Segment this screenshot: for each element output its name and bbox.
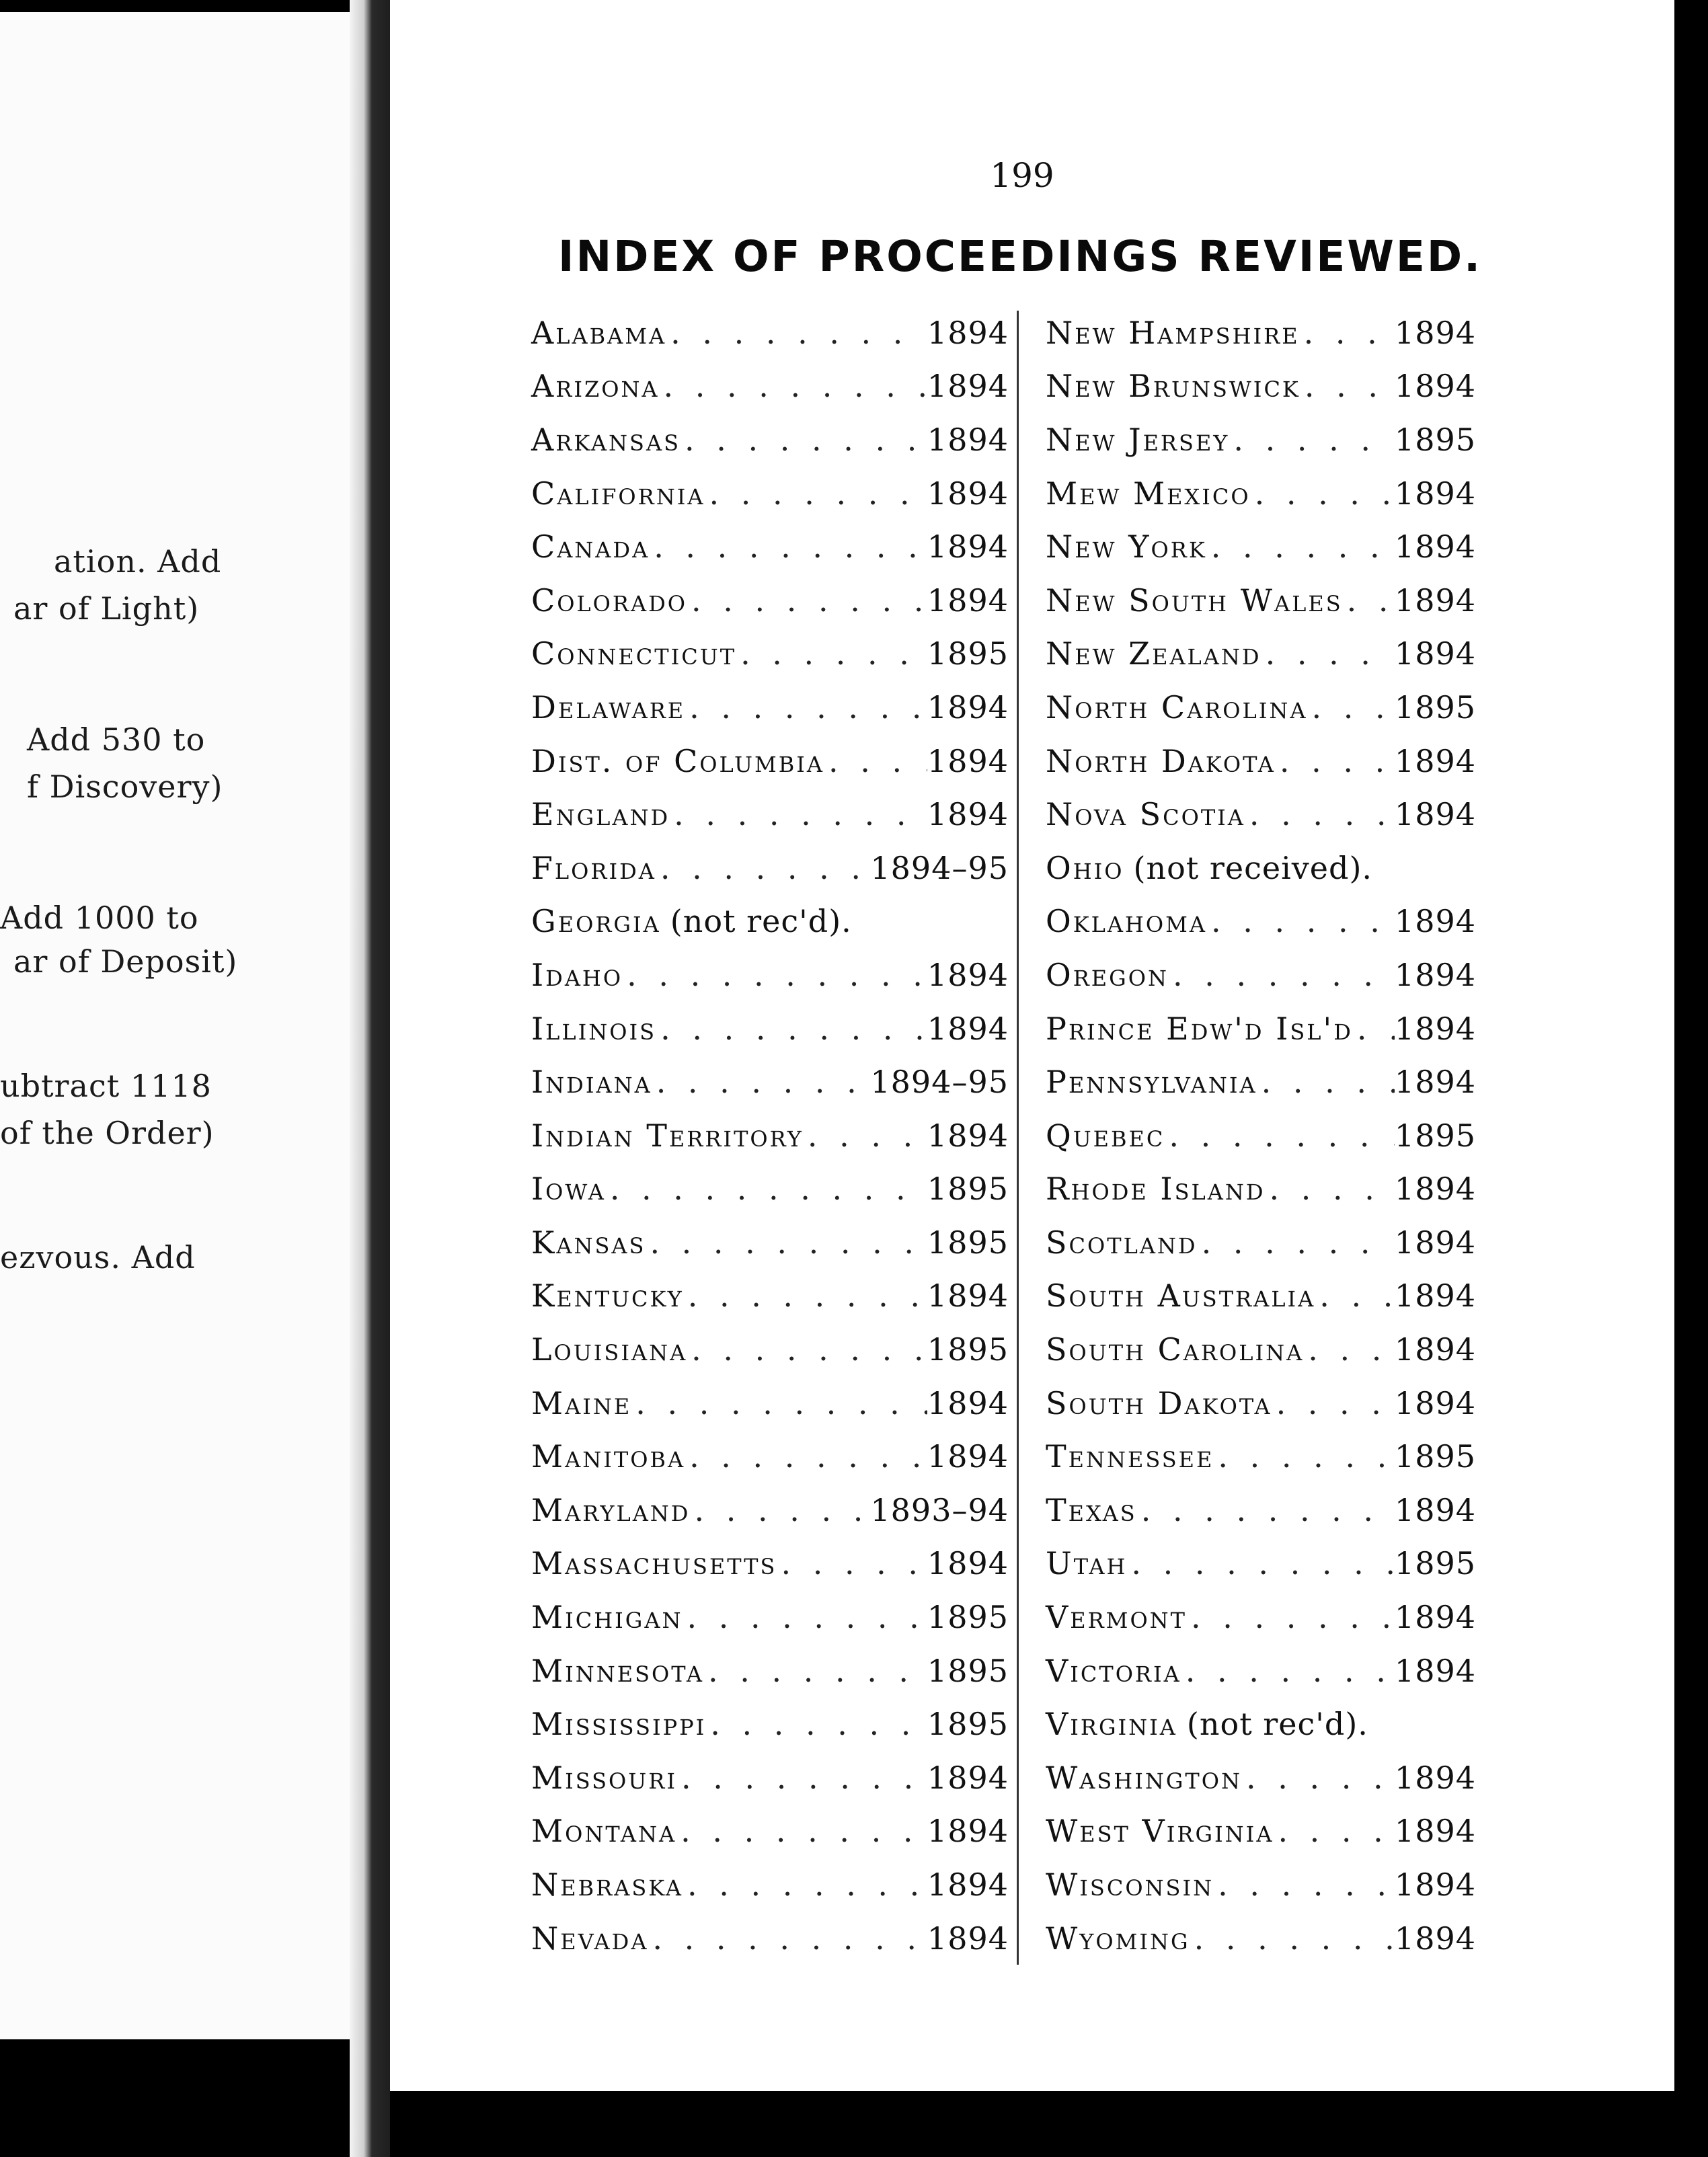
- proceedings-year: 1894: [927, 1384, 1009, 1421]
- proceedings-year: 1894: [927, 475, 1009, 512]
- jurisdiction-name: Dist. of Columbia: [531, 742, 825, 779]
- index-entry: [1046, 1109, 1476, 1163]
- index-entry: [531, 1216, 1009, 1269]
- jurisdiction-name: Kentucky: [531, 1278, 684, 1315]
- proceedings-year: 1895: [927, 1171, 1009, 1208]
- index-entry: [531, 1751, 1009, 1805]
- jurisdiction-name: Indiana: [531, 1064, 652, 1101]
- index-entry: [1046, 1055, 1476, 1109]
- jurisdiction-name: Rhode Island: [1046, 1171, 1266, 1208]
- jurisdiction-name: Missouri: [531, 1759, 677, 1796]
- jurisdiction-name: Arkansas: [531, 421, 681, 458]
- dot-leader: [1207, 528, 1395, 565]
- index-entry: [1046, 1590, 1476, 1644]
- dot-leader: [1169, 957, 1395, 993]
- proceedings-year: 1894: [1394, 1384, 1476, 1421]
- index-entry: [1046, 1216, 1476, 1269]
- proceedings-year: 1894: [927, 1867, 1009, 1904]
- dot-leader: [681, 422, 927, 458]
- proceedings-year: 1894: [927, 314, 1009, 351]
- dot-leader: [777, 1545, 927, 1581]
- proceedings-year: 1895: [927, 1599, 1009, 1636]
- index-entry: [531, 1376, 1009, 1430]
- proceedings-year: 1894: [927, 742, 1009, 779]
- index-entry: [1046, 520, 1476, 574]
- facing-page-text: ar of Light): [13, 590, 200, 627]
- index-entry: [531, 1858, 1009, 1912]
- jurisdiction-name: New Jersey: [1046, 421, 1230, 458]
- proceedings-year: 1894: [1394, 1920, 1476, 1957]
- jurisdiction-name: Victoria: [1046, 1652, 1181, 1689]
- dot-leader: [1304, 1331, 1395, 1368]
- jurisdiction-name: Wisconsin: [1046, 1867, 1214, 1904]
- facing-page-text: ation. Add: [54, 543, 222, 580]
- index-entry: [531, 1644, 1009, 1698]
- dot-leader: [1214, 1867, 1395, 1903]
- proceedings-year: 1895: [1394, 421, 1476, 458]
- page-title: INDEX OF PROCEEDINGS REVIEWED.: [558, 232, 1483, 281]
- dot-leader: [1300, 315, 1395, 351]
- proceedings-year: 1895: [927, 1224, 1009, 1261]
- dot-leader: [690, 1492, 870, 1528]
- index-entry: [1046, 1644, 1476, 1698]
- jurisdiction-name: Indian Territory: [531, 1117, 804, 1154]
- index-entry: [531, 1805, 1009, 1858]
- proceedings-year: 1894: [927, 956, 1009, 993]
- dot-leader: [1257, 1064, 1395, 1100]
- proceedings-year: 1894: [927, 421, 1009, 458]
- dot-leader: [1261, 635, 1395, 672]
- proceedings-year: 1894: [927, 1920, 1009, 1957]
- proceedings-year: 1895: [927, 635, 1009, 672]
- proceedings-year: 1893–94: [870, 1491, 1009, 1528]
- proceedings-year: 1894: [1394, 1599, 1476, 1636]
- index-entry: [531, 1163, 1009, 1216]
- jurisdiction-name: Michigan: [531, 1599, 683, 1636]
- proceedings-year: 1894: [1394, 1064, 1476, 1101]
- dot-leader: [623, 957, 927, 993]
- jurisdiction-name: South Carolina: [1046, 1331, 1305, 1368]
- index-entry: [1046, 948, 1476, 1002]
- facing-page-text: ar of Deposit): [13, 943, 238, 980]
- jurisdiction-name: Arizona: [531, 368, 660, 405]
- facing-page-text: of the Order): [0, 1115, 215, 1151]
- proceedings-year: 1894: [1394, 475, 1476, 512]
- index-entry: [1046, 574, 1476, 627]
- dot-leader: [687, 1331, 927, 1368]
- proceedings-year: 1894: [927, 689, 1009, 725]
- jurisdiction-name: Oklahoma: [1046, 903, 1207, 940]
- jurisdiction-name: Tennessee: [1046, 1438, 1214, 1475]
- index-entry: [1046, 1323, 1476, 1376]
- jurisdiction-name: Florida: [531, 849, 656, 886]
- index-entry: [1046, 895, 1476, 949]
- dot-leader: [1274, 1813, 1394, 1849]
- proceedings-year: 1894: [1394, 1652, 1476, 1689]
- proceedings-year: 1894: [1394, 796, 1476, 833]
- proceedings-year: 1894: [927, 528, 1009, 565]
- jurisdiction-name: Texas: [1046, 1491, 1137, 1528]
- jurisdiction-name: Delaware: [531, 689, 686, 725]
- proceedings-year: 1894–95: [870, 1064, 1009, 1101]
- index-entry: [531, 787, 1009, 841]
- dot-leader: [687, 582, 927, 619]
- status-note: (not rec'd).: [670, 903, 852, 940]
- dot-leader: [676, 1813, 927, 1849]
- jurisdiction-name: New Brunswick: [1046, 368, 1301, 405]
- jurisdiction-name: Scotland: [1046, 1224, 1198, 1261]
- index-entry: [1046, 787, 1476, 841]
- index-entry: [531, 1002, 1009, 1056]
- index-entry: [1046, 1858, 1476, 1912]
- jurisdiction-name: Mississippi: [531, 1706, 707, 1743]
- dot-leader: [683, 1599, 927, 1635]
- index-entry: [1046, 1376, 1476, 1430]
- dot-leader: [1165, 1117, 1395, 1154]
- dot-leader: [1190, 1920, 1395, 1957]
- index-entry: [1046, 680, 1476, 734]
- index-entry: [531, 1269, 1009, 1323]
- index-entry: [1046, 1751, 1476, 1805]
- jurisdiction-name: Georgia: [531, 903, 661, 940]
- proceedings-year: 1894: [1394, 528, 1476, 565]
- index-entry: [1046, 1163, 1476, 1216]
- proceedings-year: 1894: [927, 582, 1009, 619]
- jurisdiction-name: Quebec: [1046, 1117, 1165, 1154]
- index-entry: [531, 1537, 1009, 1591]
- dot-leader: [648, 1920, 927, 1957]
- jurisdiction-name: Nebraska: [531, 1867, 683, 1904]
- dot-leader: [704, 1653, 927, 1689]
- index-entry: [1046, 627, 1476, 681]
- index-entry: [1046, 1002, 1476, 1056]
- proceedings-year: 1894: [1394, 1010, 1476, 1047]
- jurisdiction-name: Wyoming: [1046, 1920, 1190, 1957]
- index-entry: [531, 841, 1009, 895]
- jurisdiction-name: North Carolina: [1046, 689, 1308, 725]
- jurisdiction-name: Alabama: [531, 314, 667, 351]
- dot-leader: [1251, 475, 1395, 512]
- index-entry: [531, 413, 1009, 467]
- proceedings-year: 1894: [927, 1813, 1009, 1850]
- index-column-right: [1046, 306, 1476, 1965]
- index-entry: [531, 467, 1009, 520]
- jurisdiction-name: South Australia: [1046, 1278, 1316, 1315]
- jurisdiction-name: West Virginia: [1046, 1813, 1274, 1850]
- dot-leader: [684, 1278, 927, 1314]
- jurisdiction-name: North Dakota: [1046, 742, 1276, 779]
- index-entry: [531, 1912, 1009, 1965]
- dot-leader: [1301, 368, 1395, 404]
- dot-leader: [670, 796, 927, 832]
- index-column-left: [531, 306, 1009, 1965]
- index-entry: [531, 360, 1009, 414]
- proceedings-year: 1894: [1394, 1224, 1476, 1261]
- dot-leader: [1187, 1599, 1395, 1635]
- index-entry: [1046, 1269, 1476, 1323]
- proceedings-year: 1894: [1394, 742, 1476, 779]
- index-entry: [1046, 734, 1476, 788]
- index-entry: [1046, 306, 1476, 360]
- jurisdiction-name: Kansas: [531, 1224, 646, 1261]
- jurisdiction-name: Prince Edw'd Isl'd: [1046, 1010, 1353, 1047]
- proceedings-year: 1894: [1394, 1331, 1476, 1368]
- proceedings-year: 1894: [1394, 1171, 1476, 1208]
- jurisdiction-name: Ohio: [1046, 849, 1124, 886]
- index-entry: [531, 520, 1009, 574]
- proceedings-year: 1894: [1394, 1491, 1476, 1528]
- proceedings-year: 1894: [927, 1117, 1009, 1154]
- dot-leader: [656, 850, 870, 886]
- dot-leader: [685, 1438, 927, 1475]
- dot-leader: [1353, 1011, 1395, 1047]
- jurisdiction-name: New South Wales: [1046, 582, 1343, 619]
- proceedings-year: 1894: [1394, 903, 1476, 940]
- index-entry: [531, 1429, 1009, 1483]
- dot-leader: [660, 368, 927, 404]
- dot-leader: [677, 1760, 927, 1796]
- proceedings-year: 1894: [927, 1010, 1009, 1047]
- jurisdiction-name: Maine: [531, 1384, 632, 1421]
- index-entry: [1046, 1537, 1476, 1591]
- dot-leader: [1137, 1492, 1395, 1528]
- dot-leader: [706, 1706, 927, 1742]
- jurisdiction-name: Nevada: [531, 1920, 649, 1957]
- proceedings-year: 1894: [1394, 956, 1476, 993]
- dot-leader: [736, 635, 927, 672]
- dot-leader: [1245, 796, 1395, 832]
- jurisdiction-name: Illinois: [531, 1010, 657, 1047]
- proceedings-year: 1894: [927, 1545, 1009, 1582]
- page-number: 199: [990, 156, 1054, 195]
- dot-leader: [804, 1117, 927, 1154]
- dot-leader: [685, 689, 927, 725]
- index-entry: [531, 734, 1009, 788]
- dot-leader: [656, 1011, 927, 1047]
- proceedings-year: 1895: [927, 1652, 1009, 1689]
- dot-leader: [1266, 1171, 1395, 1207]
- jurisdiction-name: Connecticut: [531, 635, 737, 672]
- jurisdiction-name: Iowa: [531, 1171, 606, 1208]
- proceedings-year: 1894: [1394, 582, 1476, 619]
- index-entry: [531, 1109, 1009, 1163]
- proceedings-year: 1895: [1394, 689, 1476, 725]
- index-entry: [531, 306, 1009, 360]
- jurisdiction-name: South Dakota: [1046, 1384, 1272, 1421]
- facing-page: [0, 12, 350, 2039]
- jurisdiction-name: Maryland: [531, 1491, 691, 1528]
- dot-leader: [683, 1867, 927, 1903]
- proceedings-year: 1895: [927, 1706, 1009, 1743]
- proceedings-year: 1894: [1394, 1813, 1476, 1850]
- dot-leader: [1198, 1224, 1395, 1261]
- status-note: (not rec'd).: [1186, 1706, 1368, 1743]
- dot-leader: [666, 315, 927, 351]
- book-spine: [350, 0, 390, 2157]
- dot-leader: [646, 1224, 927, 1261]
- dot-leader: [1308, 689, 1395, 725]
- jurisdiction-name: Pennsylvania: [1046, 1064, 1257, 1101]
- index-entry: [531, 1590, 1009, 1644]
- facing-page-text: Add 530 to: [27, 721, 206, 758]
- dot-leader: [1207, 903, 1395, 939]
- dot-leader: [1276, 743, 1395, 779]
- index-entry: [1046, 1429, 1476, 1483]
- dot-leader: [1242, 1760, 1395, 1796]
- dot-leader: [705, 475, 927, 512]
- proceedings-year: 1894: [927, 368, 1009, 405]
- dot-leader: [824, 743, 927, 779]
- jurisdiction-name: Idaho: [531, 956, 623, 993]
- dot-leader: [650, 528, 927, 565]
- proceedings-year: 1894: [1394, 1278, 1476, 1315]
- index-entry: [531, 1323, 1009, 1376]
- jurisdiction-name: New York: [1046, 528, 1207, 565]
- jurisdiction-name: Vermont: [1046, 1599, 1188, 1636]
- proceedings-year: 1894: [927, 1438, 1009, 1475]
- index-entry: [531, 627, 1009, 681]
- dot-leader: [606, 1171, 927, 1207]
- jurisdiction-name: Massachusetts: [531, 1545, 777, 1582]
- index-entry: [531, 1483, 1009, 1537]
- index-entry: [531, 895, 1009, 949]
- proceedings-year: 1894: [927, 796, 1009, 833]
- dot-leader: [1315, 1278, 1395, 1314]
- dot-leader: [1181, 1653, 1395, 1689]
- facing-page-text: f Discovery): [27, 769, 223, 805]
- jurisdiction-name: Nova Scotia: [1046, 796, 1245, 833]
- dot-leader: [1272, 1385, 1395, 1421]
- proceedings-year: 1894: [927, 1278, 1009, 1315]
- jurisdiction-name: Oregon: [1046, 956, 1169, 993]
- jurisdiction-name: Colorado: [531, 582, 688, 619]
- jurisdiction-name: New Hampshire: [1046, 314, 1300, 351]
- proceedings-year: 1894: [927, 1759, 1009, 1796]
- index-entry: [1046, 841, 1476, 895]
- jurisdiction-name: Mew Mexico: [1046, 475, 1251, 512]
- proceedings-year: 1895: [1394, 1545, 1476, 1582]
- index-entry: [1046, 467, 1476, 520]
- dot-leader: [1343, 582, 1395, 619]
- proceedings-year: 1894: [1394, 635, 1476, 672]
- index-entry: [1046, 1805, 1476, 1858]
- column-divider: [1017, 311, 1019, 1965]
- facing-page-text: Add 1000 to: [0, 900, 199, 936]
- index-entry: [531, 1055, 1009, 1109]
- index-entry: [1046, 1697, 1476, 1751]
- jurisdiction-name: California: [531, 475, 705, 512]
- index-entry: [1046, 1912, 1476, 1965]
- jurisdiction-name: Minnesota: [531, 1652, 704, 1689]
- index-entry: [531, 574, 1009, 627]
- jurisdiction-name: Montana: [531, 1813, 677, 1850]
- index-entry: [1046, 413, 1476, 467]
- proceedings-year: 1895: [927, 1331, 1009, 1368]
- dot-leader: [631, 1385, 927, 1421]
- proceedings-year: 1894: [1394, 1867, 1476, 1904]
- jurisdiction-name: Virginia: [1046, 1706, 1177, 1743]
- proceedings-year: 1895: [1394, 1117, 1476, 1154]
- proceedings-year: 1894: [1394, 314, 1476, 351]
- index-entry: [1046, 1483, 1476, 1537]
- index-entry: [531, 948, 1009, 1002]
- jurisdiction-name: Washington: [1046, 1759, 1242, 1796]
- proceedings-year: 1895: [1394, 1438, 1476, 1475]
- dot-leader: [1229, 422, 1395, 458]
- dot-leader: [1214, 1438, 1395, 1475]
- jurisdiction-name: Louisiana: [531, 1331, 688, 1368]
- jurisdiction-name: Manitoba: [531, 1438, 686, 1475]
- jurisdiction-name: New Zealand: [1046, 635, 1261, 672]
- proceedings-year: 1894–95: [870, 849, 1009, 886]
- index-entry: [1046, 360, 1476, 414]
- index-entry: [531, 680, 1009, 734]
- status-note: (not received).: [1133, 849, 1373, 886]
- jurisdiction-name: Canada: [531, 528, 650, 565]
- jurisdiction-name: England: [531, 796, 670, 833]
- dot-leader: [652, 1064, 871, 1100]
- proceedings-year: 1894: [1394, 368, 1476, 405]
- jurisdiction-name: Utah: [1046, 1545, 1128, 1582]
- dot-leader: [1127, 1545, 1395, 1581]
- proceedings-year: 1894: [1394, 1759, 1476, 1796]
- facing-page-text: ezvous. Add: [0, 1239, 196, 1276]
- facing-page-text: ubtract 1118: [0, 1068, 212, 1104]
- index-entry: [531, 1697, 1009, 1751]
